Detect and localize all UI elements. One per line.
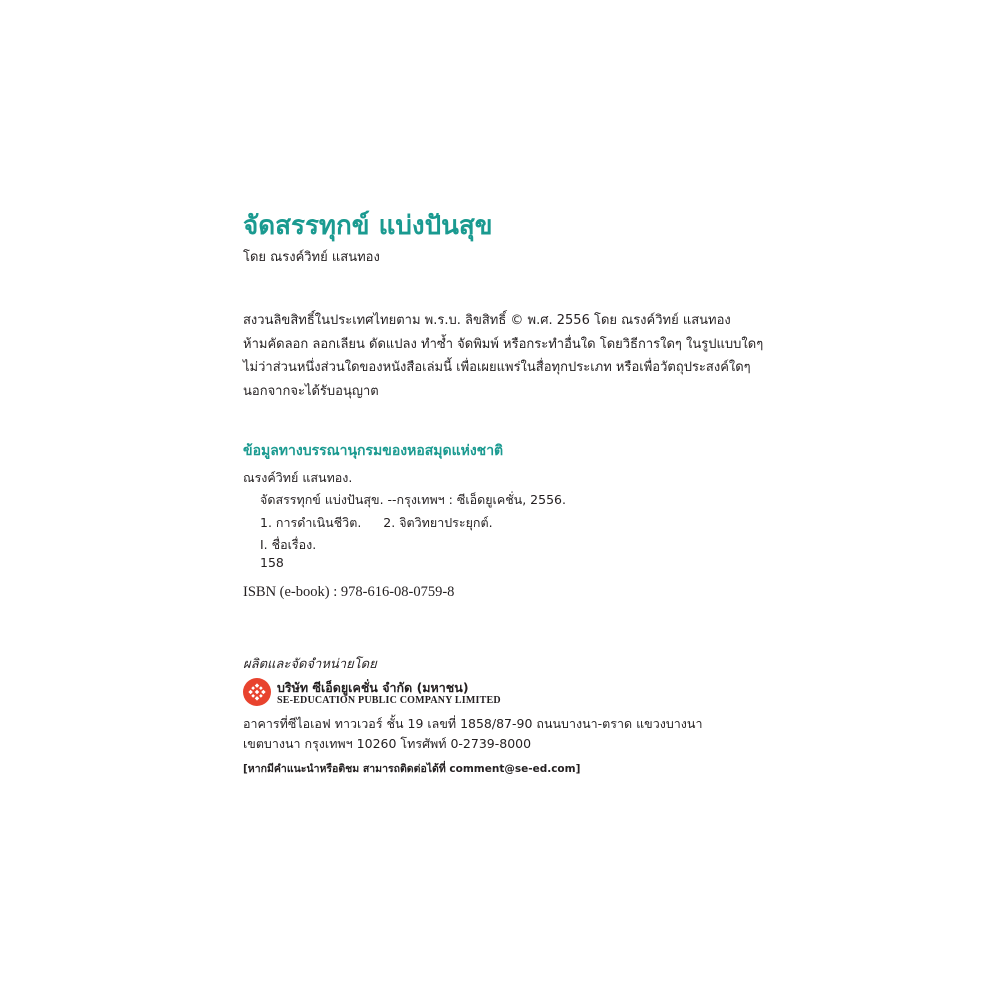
- cip-class-number: 158: [260, 555, 284, 570]
- copyright-page: [243, 0, 963, 1000]
- cip-subjects: [260, 513, 493, 533]
- book-title: จัดสรรทุกข์ แบ่งปันสุข: [243, 211, 493, 241]
- contact-note: [หากมีคำแนะนำหรือติชม สามารถติดต่อได้ที่ comment@se-ed.com]: [243, 763, 581, 775]
- se-ed-logo-icon: [243, 678, 271, 706]
- book-byline: โดย ณรงค์วิทย์ แสนทอง: [243, 250, 380, 265]
- copyright-notice: [243, 309, 763, 403]
- isbn: ISBN (e-book) : 978-616-08-0759-8: [243, 584, 455, 600]
- cip-imprint: จัดสรรทุกข์ แบ่งปันสุข. --กรุงเทพฯ : ซีเอ็ดยูเคชั่น, 2556.: [260, 492, 566, 507]
- cip-heading: ข้อมูลทางบรรณานุกรมของหอสมุดแห่งชาติ: [243, 443, 504, 459]
- cip-subject: 1. การดำเนินชีวิต.: [260, 515, 362, 530]
- copyright-line: สงวนลิขสิทธิ์ในประเทศไทยตาม พ.ร.บ. ลิขสิทธิ์ © พ.ศ. 2556 โดย ณรงค์วิทย์ แสนทอง: [243, 313, 731, 328]
- publisher-address: [243, 714, 702, 753]
- publisher-name-thai: บริษัท ซีเอ็ดยูเคชั่น จำกัด (มหาชน): [277, 680, 469, 695]
- publisher-name-english: SE-EDUCATION PUBLIC COMPANY LIMITED: [277, 695, 501, 706]
- copyright-line: ไม่ว่าส่วนหนึ่งส่วนใดของหนังสือเล่มนี้ เพื่อเผยแพร่ในสื่อทุกประเภท หรือเพื่อวัตถุประสงค์ใดๆ: [243, 360, 751, 375]
- produced-by-label: ผลิตและจัดจำหน่ายโดย: [243, 657, 377, 672]
- cip-subject: 2. จิตวิทยาประยุกต์.: [383, 515, 493, 530]
- cip-author: ณรงค์วิทย์ แสนทอง.: [243, 470, 353, 485]
- address-line: อาคารที่ซีไอเอฟ ทาวเวอร์ ชั้น 19 เลขที่ 1858/87-90 ถนนบางนา-ตราด แขวงบางนา: [243, 716, 703, 731]
- address-line: เขตบางนา กรุงเทพฯ 10260 โทรศัพท์ 0-2739-8000: [243, 735, 532, 751]
- copyright-line: นอกจากจะได้รับอนุญาต: [243, 383, 379, 399]
- copyright-line: ห้ามคัดลอก ลอกเลียน ดัดแปลง ทำซ้ำ จัดพิมพ์ หรือกระทำอื่นใด โดยวิธีการใดๆ ในรูปแบบใดๆ: [243, 336, 764, 352]
- cip-title-entry: I. ชื่อเรื่อง.: [260, 537, 317, 552]
